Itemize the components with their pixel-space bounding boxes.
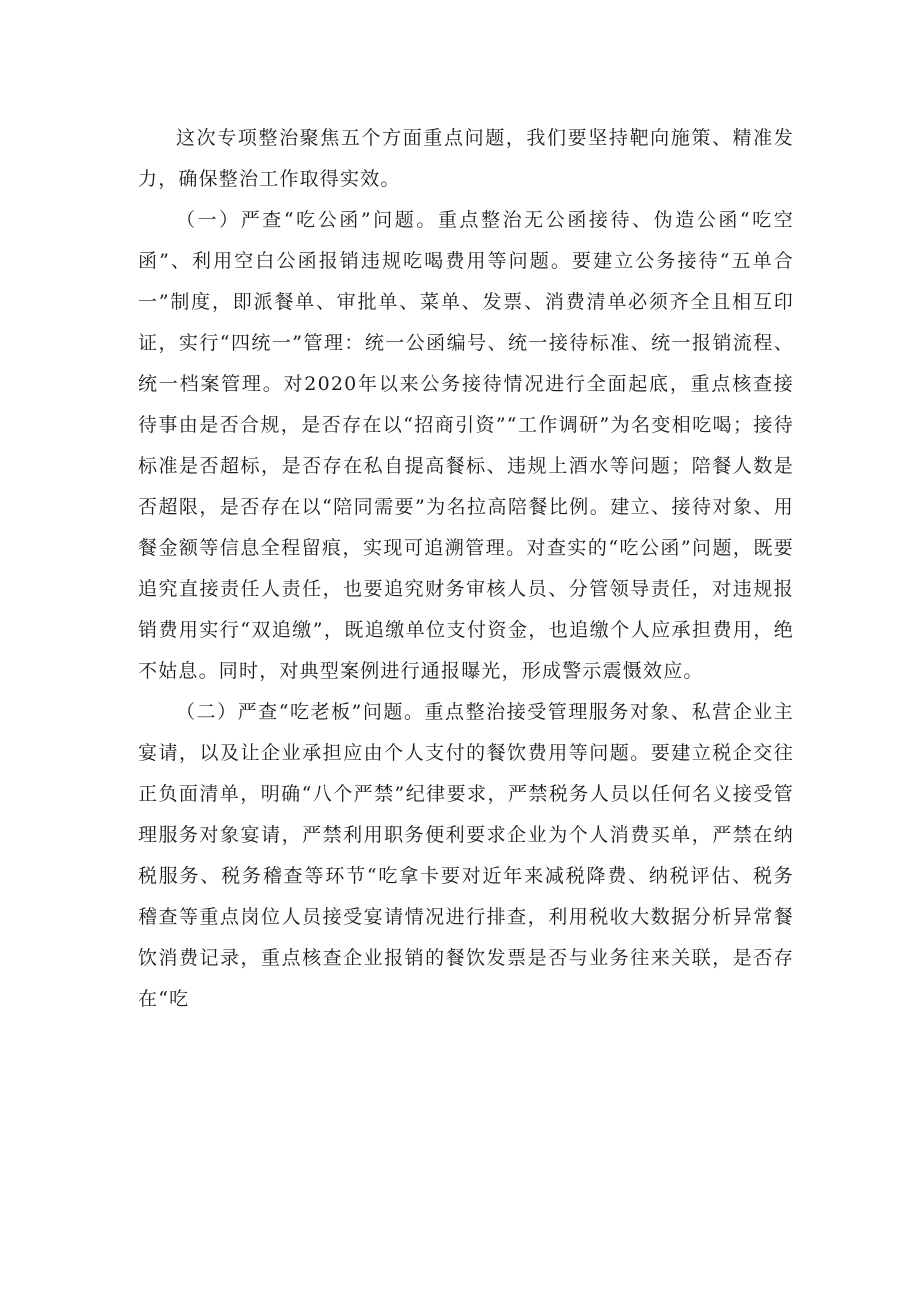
paragraph-section-1: （一）严查“吃公函”问题。重点整治无公函接待、伪造公函“吃空函”、利用空白公函报销违规吃喝费用等问题。要建立公务接待“五单合一”制度，即派餐单、审批单、菜单、发票、消费清单必须齐全且相互印证，实行“四统一”管理：统一公函编号、统一接待标准、统一报销流程、统一档案管理。对2020年以来公务接待情况进行全面起底，重点核查接待事由是否合规，是否存在以“招商引资”“工作调研”为名变相吃喝；接待标准是否超标，是否存在私自提高餐标、违规上酒水等问题；陪餐人数是否超限，是否存在以“陪同需要”为名拉高陪餐比例。建立、接待对象、用餐金额等信息全程留痕，实现可追溯管理。对查实的“吃公函”问题，既要追究直接责任人责任，也要追究财务审核人员、分管领导责任，对违规报销费用实行“双追缴”，既追缴单位支付资金，也追缴个人应承担费用，绝不姑息。同时，对典型案例进行通报曝光，形成警示震慑效应。 [138,209,794,682]
document-body [138,118,794,1020]
paragraph-section-2: （二）严查“吃老板”问题。重点整治接受管理服务对象、私营企业主宴请，以及让企业承担应由个人支付的餐饮费用等问题。要建立税企交往正负面清单，明确“八个严禁”纪律要求，严禁税务人员以任何名义接受管理服务对象宴请，严禁利用职务便利要求企业为个人消费买单，严禁在纳税服务、税务稽查等环节“吃拿卡要对近年来减税降费、纳税评估、税务稽查等重点岗位人员接受宴请情况进行排查，利用税收大数据分析异常餐饮消费记录，重点核查企业报销的餐饮发票是否与业务往来关联，是否存在“吃 [138,701,794,1010]
paragraph-intro: 这次专项整治聚焦五个方面重点问题，我们要坚持靶向施策、精准发力，确保整治工作取得实效。 [138,127,794,190]
